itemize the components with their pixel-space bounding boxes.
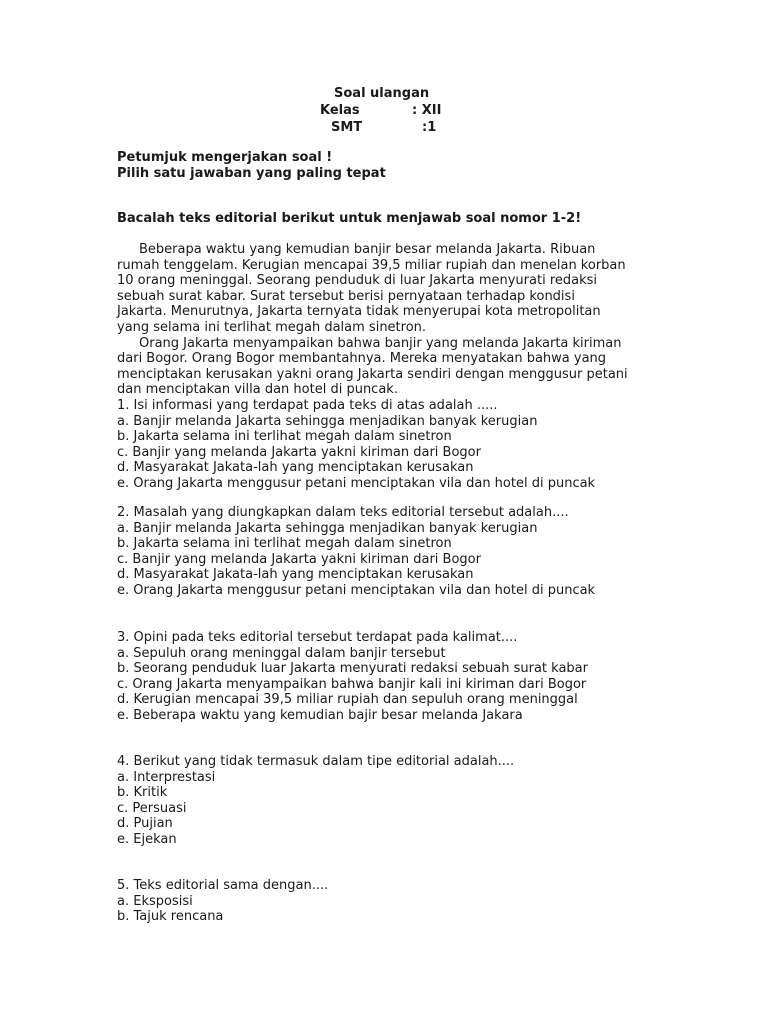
question-5: 5. Teks editorial sama dengan....: [117, 878, 329, 893]
question-2-block: [117, 505, 657, 599]
option-line: e. Orang Jakarta menggusur petani menciptakan vila dan hotel di puncak: [117, 582, 596, 598]
passage-line: Jakarta. Menurutnya, Jakarta ternyata tidak menyerupai kota metropolitan: [117, 304, 601, 320]
question-2: 2. Masalah yang diungkapkan dalam teks editorial tersebut adalah....: [117, 505, 569, 520]
instruction-line: Petumjuk mengerjakan soal !: [117, 150, 333, 165]
option-line: d. Masyarakat Jakata-lah yang menciptakan kerusakan: [117, 567, 474, 583]
option-line: b. Kritik: [117, 785, 168, 801]
question-3-block: [117, 630, 657, 724]
option-line: c. Persuasi: [117, 800, 187, 816]
option-line: a. Banjir melanda Jakarta sehingga menjadikan banyak kerugian: [117, 413, 538, 429]
option-line: e. Ejekan: [117, 831, 177, 847]
option-line: a. Interprestasi: [117, 769, 216, 785]
option-line: d. Kerugian mencapai 39,5 miliar rupiah dan sepuluh orang meninggal: [117, 692, 578, 708]
option-line: b. Jakarta selama ini terlihat megah dalam sinetron: [117, 429, 452, 445]
option-line: d. Pujian: [117, 816, 173, 832]
passage-line: rumah tenggelam. Kerugian mencapai 39,5 miliar rupiah dan menelan korban: [117, 257, 626, 273]
instructions: [117, 150, 657, 181]
option-line: c. Banjir yang melanda Jakarta yakni kiriman dari Bogor: [117, 551, 481, 567]
option-line: e. Beberapa waktu yang kemudian bajir besar melanda Jakara: [117, 707, 523, 723]
question-1: 1. Isi informasi yang terdapat pada teks di atas adalah .....: [117, 397, 498, 413]
passage-heading: Bacalah teks editorial berikut untuk menjawab soal nomor 1-2!: [117, 211, 582, 226]
option-line: b. Tajuk rencana: [117, 909, 224, 925]
option-line: b. Jakarta selama ini terlihat megah dalam sinetron: [117, 536, 452, 552]
instruction-line: Pilih satu jawaban yang paling tepat: [117, 165, 386, 181]
question-3: 3. Opini pada teks editorial tersebut terdapat pada kalimat....: [117, 630, 518, 645]
option-line: a. Banjir melanda Jakarta sehingga menjadikan banyak kerugian: [117, 520, 538, 536]
document-title: Soal ulangan: [334, 86, 430, 101]
smt-value: :1: [422, 120, 437, 135]
passage-line: dan menciptakan villa dan hotel di puncak.: [117, 382, 398, 398]
passage-line: menciptakan kerusakan yakni orang Jakarta sendiri dengan menggusur petani: [117, 366, 628, 382]
option-line: c. Orang Jakarta menyampaikan bahwa banjir kali ini kiriman dari Bogor: [117, 676, 587, 692]
kelas-label: Kelas: [320, 103, 360, 118]
kelas-value: : XII: [412, 103, 442, 118]
option-line: a. Eksposisi: [117, 893, 193, 909]
question-4: 4. Berikut yang tidak termasuk dalam tipe editorial adalah....: [117, 754, 515, 769]
passage-line: sebuah surat kabar. Surat tersebut berisi pernyataan terhadap kondisi: [117, 288, 575, 304]
option-line: c. Banjir yang melanda Jakarta yakni kiriman dari Bogor: [117, 444, 481, 460]
option-line: d. Masyarakat Jakata-lah yang menciptakan kerusakan: [117, 460, 474, 476]
option-line: e. Orang Jakarta menggusur petani menciptakan vila dan hotel di puncak: [117, 475, 596, 491]
passage-line: Orang Jakarta menyampaikan bahwa banjir yang melanda Jakarta kiriman: [139, 335, 622, 351]
passage-line: dari Bogor. Orang Bogor membantahnya. Mereka menyatakan bahwa yang: [117, 351, 607, 367]
passage-line: yang selama ini terlihat megah dalam sinetron.: [117, 319, 427, 335]
passage: [117, 242, 657, 492]
passage-line: 10 orang meninggal. Seorang penduduk di luar Jakarta menyurati redaksi: [117, 273, 598, 289]
document-header: [0, 85, 768, 136]
passage-line: Beberapa waktu yang kemudian banjir besar melanda Jakarta. Ribuan: [139, 242, 596, 257]
option-line: b. Seorang penduduk luar Jakarta menyurati redaksi sebuah surat kabar: [117, 661, 588, 677]
smt-label: SMT: [331, 120, 363, 135]
question-5-block: [117, 878, 657, 925]
question-4-block: [117, 754, 657, 848]
option-line: a. Sepuluh orang meninggal dalam banjir tersebut: [117, 645, 446, 661]
